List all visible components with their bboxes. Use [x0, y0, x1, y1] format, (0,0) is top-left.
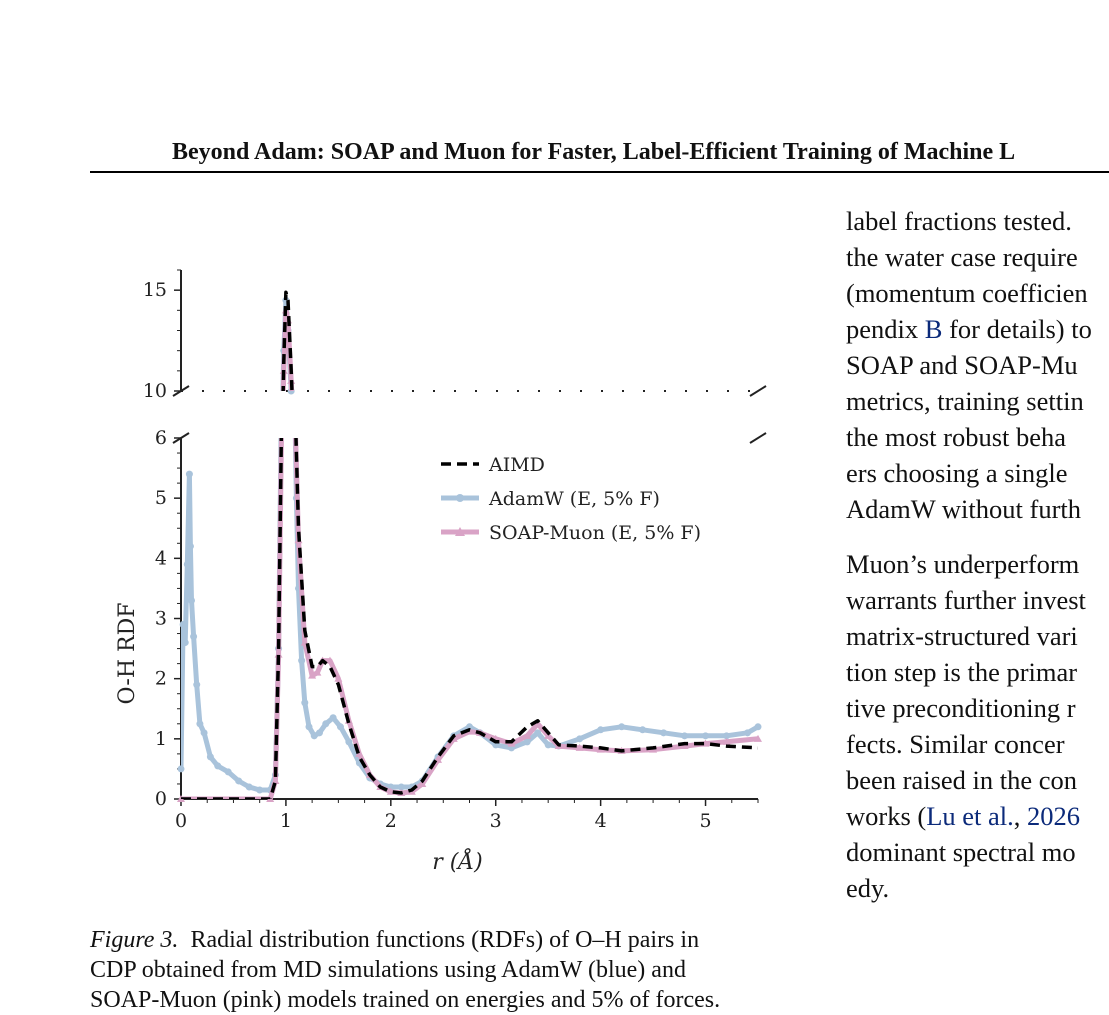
y-axis-label: O-H RDF: [115, 602, 140, 705]
data-point-adamw: [660, 729, 667, 736]
data-point-adamw: [702, 732, 709, 739]
para1-line-9: [846, 491, 1109, 527]
y-tick-label: 6: [154, 427, 167, 449]
data-point-adamw: [187, 543, 194, 550]
y-tick-label: 5: [154, 487, 167, 510]
citation-link[interactable]: B: [924, 314, 943, 344]
para2-line-8: [846, 798, 1109, 834]
data-point-adamw: [316, 729, 323, 736]
body-text: ,: [1013, 801, 1028, 831]
x-tick-label: 4: [594, 810, 607, 832]
data-point-adamw: [301, 699, 308, 706]
y-tick-label: 4: [154, 547, 167, 570]
data-point-adamw: [201, 729, 208, 736]
caption-line-1: [90, 925, 793, 955]
axis-break-mark: [750, 433, 766, 443]
para2-line-9: [846, 834, 1109, 870]
data-point-adamw: [337, 723, 344, 730]
para1-line-5: [846, 347, 1109, 383]
body-text: pendix: [846, 314, 925, 344]
para2-line-3: [846, 618, 1109, 654]
body-paragraph-2: [846, 546, 1109, 906]
body-text: been raised in the con: [846, 765, 1078, 795]
series-line-aimd-up: [181, 292, 758, 593]
data-point-adamw: [214, 762, 221, 769]
y-tick-label: 0: [154, 788, 167, 810]
body-text: the water case require: [846, 242, 1078, 272]
running-title: Beyond Adam: SOAP and Muon for Faster, Label-Efficient Training of Machine L: [172, 139, 1016, 165]
series-line-aimd-low: [181, 240, 758, 799]
caption-label: Figure 3.: [90, 927, 179, 953]
para1-line-1: [846, 203, 1109, 239]
para1-line-2: [846, 239, 1109, 275]
series-line-adamw-low: [181, 240, 758, 790]
axis-break-mark: [750, 386, 766, 396]
body-text: the most robust beha: [846, 422, 1067, 452]
para2-line-5: [846, 690, 1109, 726]
x-axis-label: r (Å): [432, 850, 483, 875]
data-point-adamw: [186, 471, 193, 478]
data-point-adamw: [322, 720, 329, 727]
body-text: Muon’s underperform: [846, 549, 1080, 579]
data-point-adamw: [193, 681, 200, 688]
caption-line-2: CDP obtained from MD simulations using AdamW (blue) and: [90, 957, 686, 983]
data-point-adamw: [235, 777, 242, 784]
para2-line-10: [846, 870, 1109, 906]
para2-line-2: [846, 582, 1109, 618]
data-point-adamw: [180, 621, 187, 628]
legend-label-adamw: AdamW (E, 5% F): [489, 488, 660, 510]
body-text: matrix-structured vari: [846, 621, 1078, 651]
data-point-adamw: [345, 738, 352, 745]
data-point-adamw: [225, 768, 232, 775]
para1-line-4: [846, 311, 1109, 347]
data-point-adamw: [744, 729, 751, 736]
figure-caption: [90, 925, 793, 1015]
legend-label-aimd: AIMD: [489, 454, 545, 476]
data-point-adamw: [681, 732, 688, 739]
x-tick-label: 2: [384, 810, 397, 832]
para1-line-8: [846, 455, 1109, 491]
data-point-adamw: [639, 726, 646, 733]
data-point-adamw: [184, 561, 191, 568]
data-point-adamw: [298, 657, 305, 664]
para2-line-1: [846, 546, 1109, 582]
data-point-adamw: [256, 786, 263, 793]
body-text: edy.: [846, 873, 890, 903]
series-line-adamw-up: [181, 300, 758, 589]
body-text: for details) to: [942, 314, 1092, 344]
data-point-adamw: [196, 720, 203, 727]
data-point-adamw: [545, 741, 552, 748]
caption-line-3: SOAP-Muon (pink) models trained on energies and 5% of forces.: [90, 987, 721, 1013]
body-text: SOAP and SOAP-Mu: [846, 350, 1078, 380]
body-text: ers choosing a single: [846, 458, 1068, 488]
series-line-soap-muon-low: [181, 240, 758, 799]
body-text: label fractions tested.: [846, 206, 1072, 236]
body-text: dominant spectral mo: [846, 837, 1076, 867]
citation-link[interactable]: Lu et al.: [926, 801, 1014, 831]
body-text: warrants further invest: [846, 585, 1086, 615]
data-point-adamw: [576, 735, 583, 742]
caption-text-1: Radial distribution functions (RDFs) of O–H pairs in: [190, 927, 700, 953]
data-point-adamw: [618, 723, 625, 730]
para2-line-7: [846, 762, 1109, 798]
para2-line-6: [846, 726, 1109, 762]
y-tick-label: 2: [154, 667, 167, 690]
x-tick-label: 3: [489, 810, 502, 832]
data-point-adamw: [246, 783, 253, 790]
body-text: tion step is the primar: [846, 657, 1078, 687]
data-point-adamw: [755, 723, 762, 730]
para1-line-3: [846, 275, 1109, 311]
header-rule: [90, 171, 1109, 173]
x-tick-label: 5: [699, 810, 712, 832]
data-point-adamw: [207, 753, 214, 760]
legend-label-soap-muon: SOAP-Muon (E, 5% F): [489, 522, 702, 544]
data-point-adamw: [190, 633, 197, 640]
body-text: (momentum coefficien: [846, 278, 1088, 308]
series-line-soap-muon-up: [181, 310, 758, 592]
rdf-figure: [100, 240, 770, 880]
body-text: works (: [846, 801, 927, 831]
body-text: tive preconditioning r: [846, 693, 1076, 723]
data-point-adamw: [188, 597, 195, 604]
citation-link[interactable]: 2026: [1027, 801, 1081, 831]
para1-line-6: [846, 383, 1109, 419]
y-tick-label: 1: [154, 727, 167, 750]
x-tick-label: 1: [279, 810, 292, 832]
y-tick-label: 10: [142, 380, 167, 402]
data-point-adamw: [597, 726, 604, 733]
para1-line-7: [846, 419, 1109, 455]
legend-marker-adamw: [456, 494, 464, 502]
para2-line-4: [846, 654, 1109, 690]
body-text: AdamW without furth: [846, 494, 1082, 524]
data-point-adamw: [182, 639, 189, 646]
y-tick-label: 3: [154, 607, 167, 630]
body-text: metrics, training settin: [846, 386, 1084, 416]
body-paragraph-1: [846, 203, 1109, 527]
y-tick-label: 15: [142, 279, 167, 302]
data-point-adamw: [178, 765, 185, 772]
body-text: fects. Similar concer: [846, 729, 1065, 759]
data-point-adamw: [305, 723, 312, 730]
x-tick-label: 0: [174, 810, 188, 832]
data-point-adamw: [330, 714, 337, 721]
